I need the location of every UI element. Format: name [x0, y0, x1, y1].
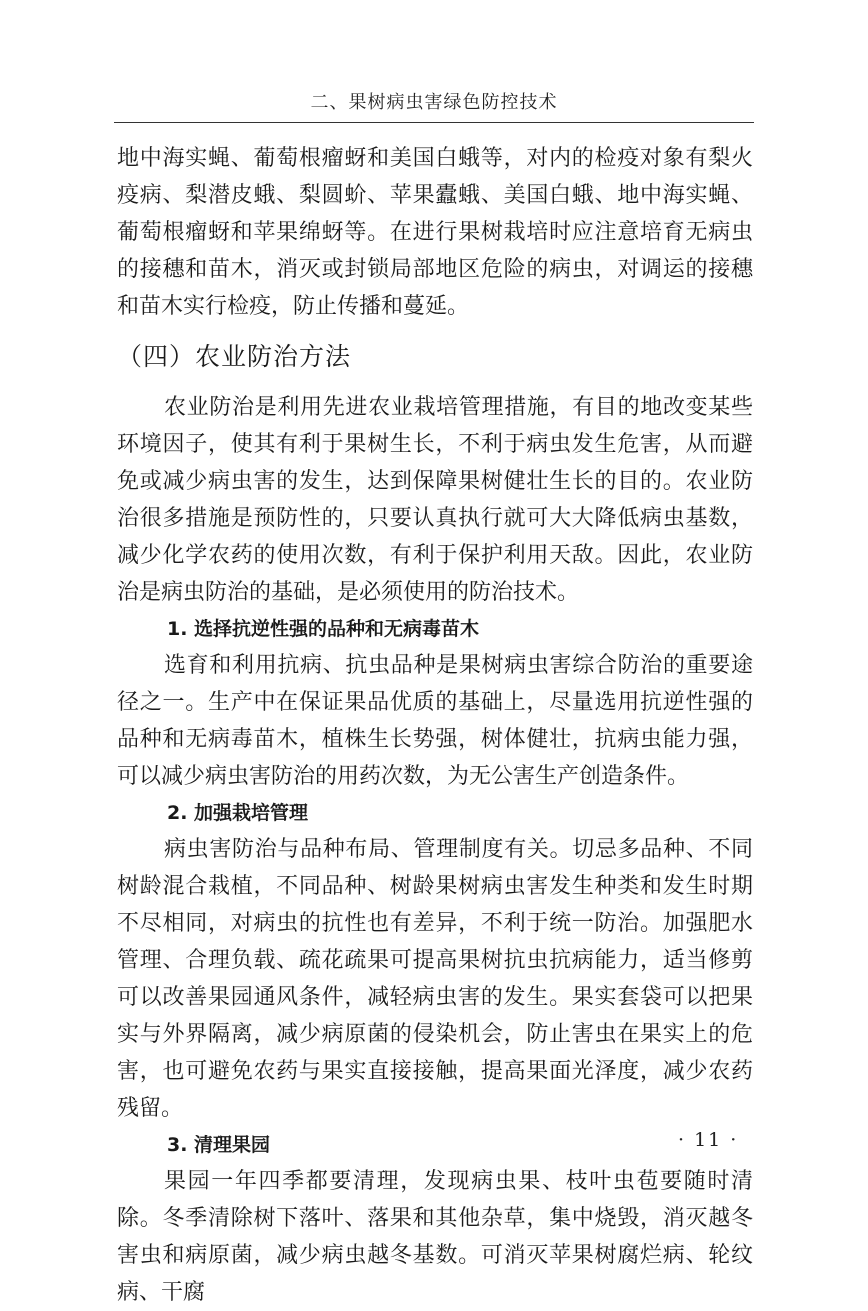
paragraph-cultivation-management: 病虫害防治与品种布局、管理制度有关。切忌多品种、不同树龄混合栽植，不同品种、树龄果树病虫害发生种类和发生时期不尽相同，对病虫的抗性也有差异，不利于统一防治。加强肥水管理、合理负载、疏花疏果可提高果树抗虫抗病能力，适当修剪可以改善果园通风条件，减轻病虫害的发生。果实套袋可以把果实与外界隔离，减少病原菌的侵染机会，防止害虫在果实上的危害，也可避免农药与果实直接接触，提高果面光泽度，减少农药残留。	[117, 837, 753, 1121]
paragraph-resistant-varieties: 选育和利用抗病、抗虫品种是果树病虫害综合防治的重要途径之一。生产中在保证果品优质的基础上，尽量选用抗逆性强的品种和无病毒苗木，植株生长势强，树体健壮，抗病虫能力强，可以减少病虫害防治的用药次数，为无公害生产创造条件。	[117, 653, 753, 789]
paragraph-agricultural-control: 农业防治是利用先进农业栽培管理措施，有目的地改变某些环境因子，使其有利于果树生长，不利于病虫发生危害，从而避免或减少病虫害的发生，达到保障果树健壮生长的目的。农业防治很多措施是预防性的，只要认真执行就可大大降低病虫基数，减少化学农药的使用次数，有利于保护利用天敌。因此，农业防治是病虫防治的基础，是必须使用的防治技术。	[117, 395, 753, 605]
paragraph-quarantine-continued: 地中海实蝇、葡萄根瘤蚜和美国白蛾等，对内的检疫对象有梨火疫病、梨潜皮蛾、梨圆蚧、苹果蠹蛾、美国白蛾、地中海实蝇、葡萄根瘤蚜和苹果绵蚜等。在进行果树栽培时应注意培育无病虫的接穗和苗木，消灭或封锁局部地区危险的病虫，对调运的接穗和苗木实行检疫，防止传播和蔓延。	[117, 146, 753, 319]
page-body	[117, 140, 753, 1311]
header-rule	[114, 122, 754, 123]
paragraph-orchard-cleaning: 果园一年四季都要清理，发现病虫果、枝叶虫苞要随时清除。冬季清除树下落叶、落果和其他杂草，集中烧毁，消灭越冬害虫和病原菌，减少病虫越冬基数。可消灭苹果树腐烂病、轮纹病、干腐	[117, 1169, 753, 1305]
running-head: 二、果树病虫害绿色防控技术	[310, 92, 558, 113]
subheading-resistant-varieties: 1. 选择抗逆性强的品种和无病毒苗木	[167, 618, 480, 640]
subheading-cultivation-management: 2. 加强栽培管理	[167, 802, 309, 824]
section-heading-agricultural-control: （四）农业防治方法	[117, 342, 352, 371]
page-number: · 11 ·	[678, 1129, 739, 1151]
subheading-orchard-cleaning: 3. 清理果园	[167, 1134, 271, 1156]
